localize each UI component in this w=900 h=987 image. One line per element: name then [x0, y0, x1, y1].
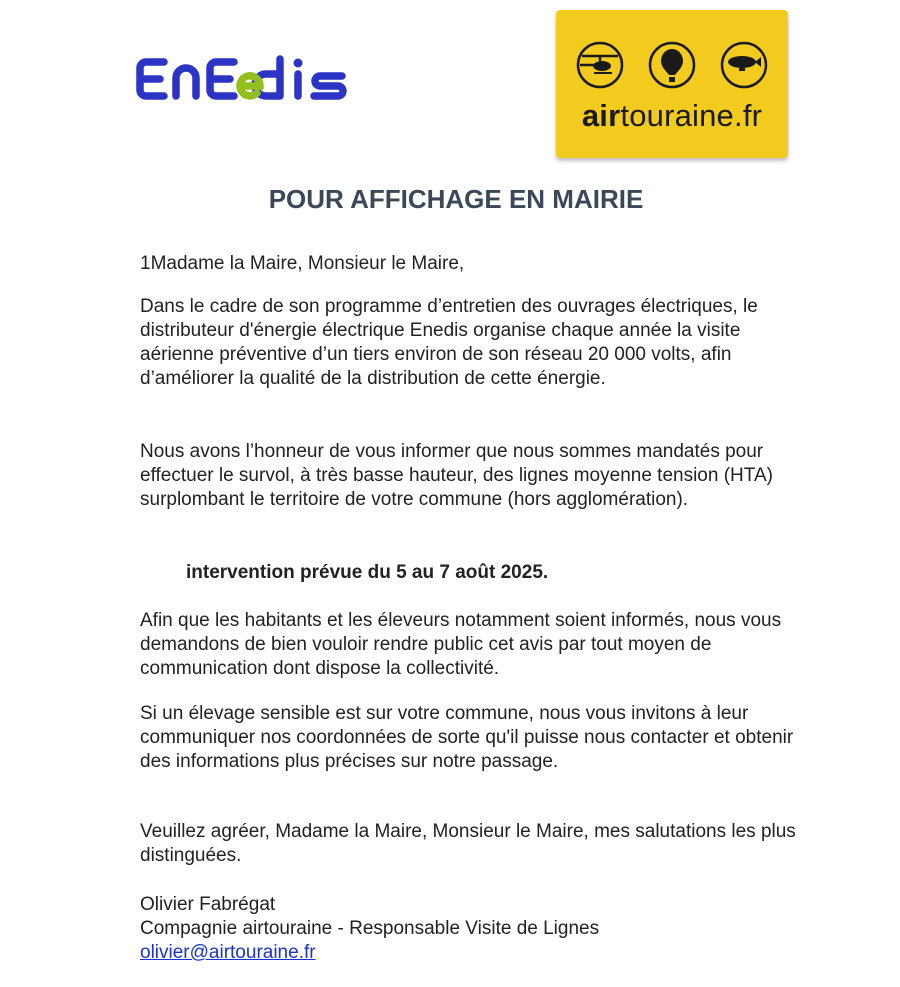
helicopter-icon — [578, 43, 622, 87]
paragraph-livestock: Si un élevage sensible est sur votre commune, nous vous invitons à leur communiquer nos coordonnées de sorte qu'il puisse nous contacter et obtenir des informations plus précises sur notre passage. — [140, 703, 794, 772]
signature-role: Compagnie airtouraine - Responsable Visite de Lignes — [140, 918, 600, 939]
hot-air-balloon-icon — [650, 43, 694, 87]
airtouraine-logo — [556, 10, 788, 158]
airtouraine-wordmark: airtouraine.fr — [581, 98, 763, 133]
closing-formula: Veuillez agréer, Madame la Maire, Monsieur le Maire, mes salutations les plus distinguées. — [140, 821, 796, 866]
salutation: 1Madame la Maire, Monsieur le Maire, — [140, 253, 465, 274]
page-title: POUR AFFICHAGE EN MAIRIE — [268, 184, 644, 214]
signature-name: Olivier Fabrégat — [140, 894, 276, 915]
enedis-logo — [134, 54, 354, 104]
paragraph-context: Dans le cadre de son programme d’entretien des ouvrages électriques, le distributeur d'énergie électrique Enedis organise chaque année la visite aérienne préventive d’un tiers environ de son réseau 20 000 volts, afin d’améliorer la qualité de la distribution de cette énergie. — [140, 296, 758, 389]
intervention-dates: intervention prévue du 5 au 7 août 2025. — [186, 562, 549, 583]
signature-email-link[interactable]: olivier@airtouraine.fr — [140, 942, 316, 963]
airship-icon — [722, 43, 766, 87]
paragraph-mandate: Nous avons l’honneur de vous informer que nous sommes mandatés pour effectuer le survol, à très basse hauteur, des lignes moyenne tension (HTA) surplombant le territoire de votre commune (hors agglomération). — [140, 441, 773, 510]
signature-block — [140, 893, 800, 965]
paragraph-publicity-request: Afin que les habitants et les éleveurs notamment soient informés, nous vous demandons de bien vouloir rendre public cet avis par tout moyen de communication dont dispose la collectivité. — [140, 610, 782, 679]
